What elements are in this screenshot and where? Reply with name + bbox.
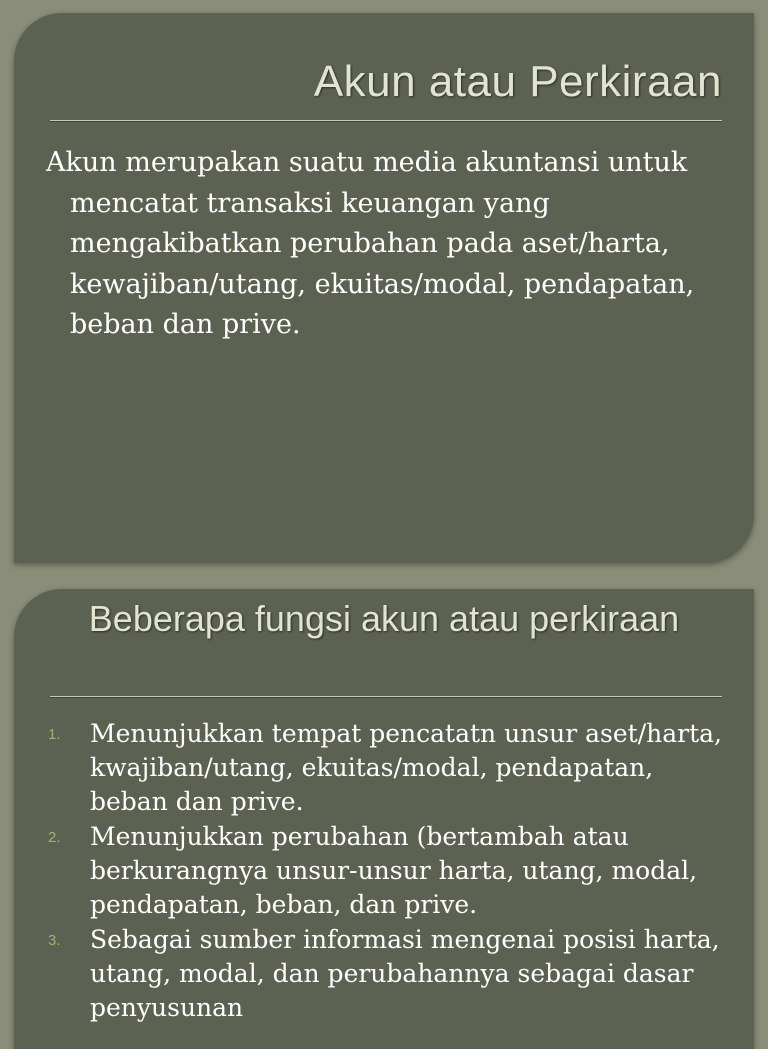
slide-title: Akun atau Perkiraan (313, 57, 722, 106)
title-divider (50, 696, 722, 697)
list-item (44, 820, 734, 922)
list-item-number: 2. (48, 829, 61, 846)
list-item-number: 1. (48, 726, 61, 743)
list-item-text: Sebagai sumber informasi mengenai posisi harta, utang, modal, dan perubahannya sebagai dasar penyusunan (90, 925, 720, 1022)
list-item-text: Menunjukkan perubahan (bertambah atau berkurangnya unsur-unsur harta, utang, modal, pendapatan, beban, dan prive. (90, 822, 698, 919)
list-item-text: Menunjukkan tempat pencatatn unsur aset/harta, kwajiban/utang, ekuitas/modal, pendapatan, beban dan prive. (90, 719, 722, 816)
slide-body-text: Akun merupakan suatu media akuntansi untuk mencatat transaksi keuangan yang mengakibatkan perubahan pada aset/harta, kewajiban/utang, ekuitas/modal, pendapatan, beban dan prive. (46, 147, 695, 340)
slide-title: Beberapa fungsi akun atau perkiraan (88, 598, 680, 639)
title-divider (50, 120, 722, 121)
slide-fungsi-akun (14, 589, 754, 1049)
slide-akun-atau-perkiraan (14, 13, 754, 563)
list-item (44, 717, 734, 819)
list-item (44, 923, 734, 1025)
function-list (44, 717, 734, 1026)
list-item-number: 3. (48, 932, 61, 949)
